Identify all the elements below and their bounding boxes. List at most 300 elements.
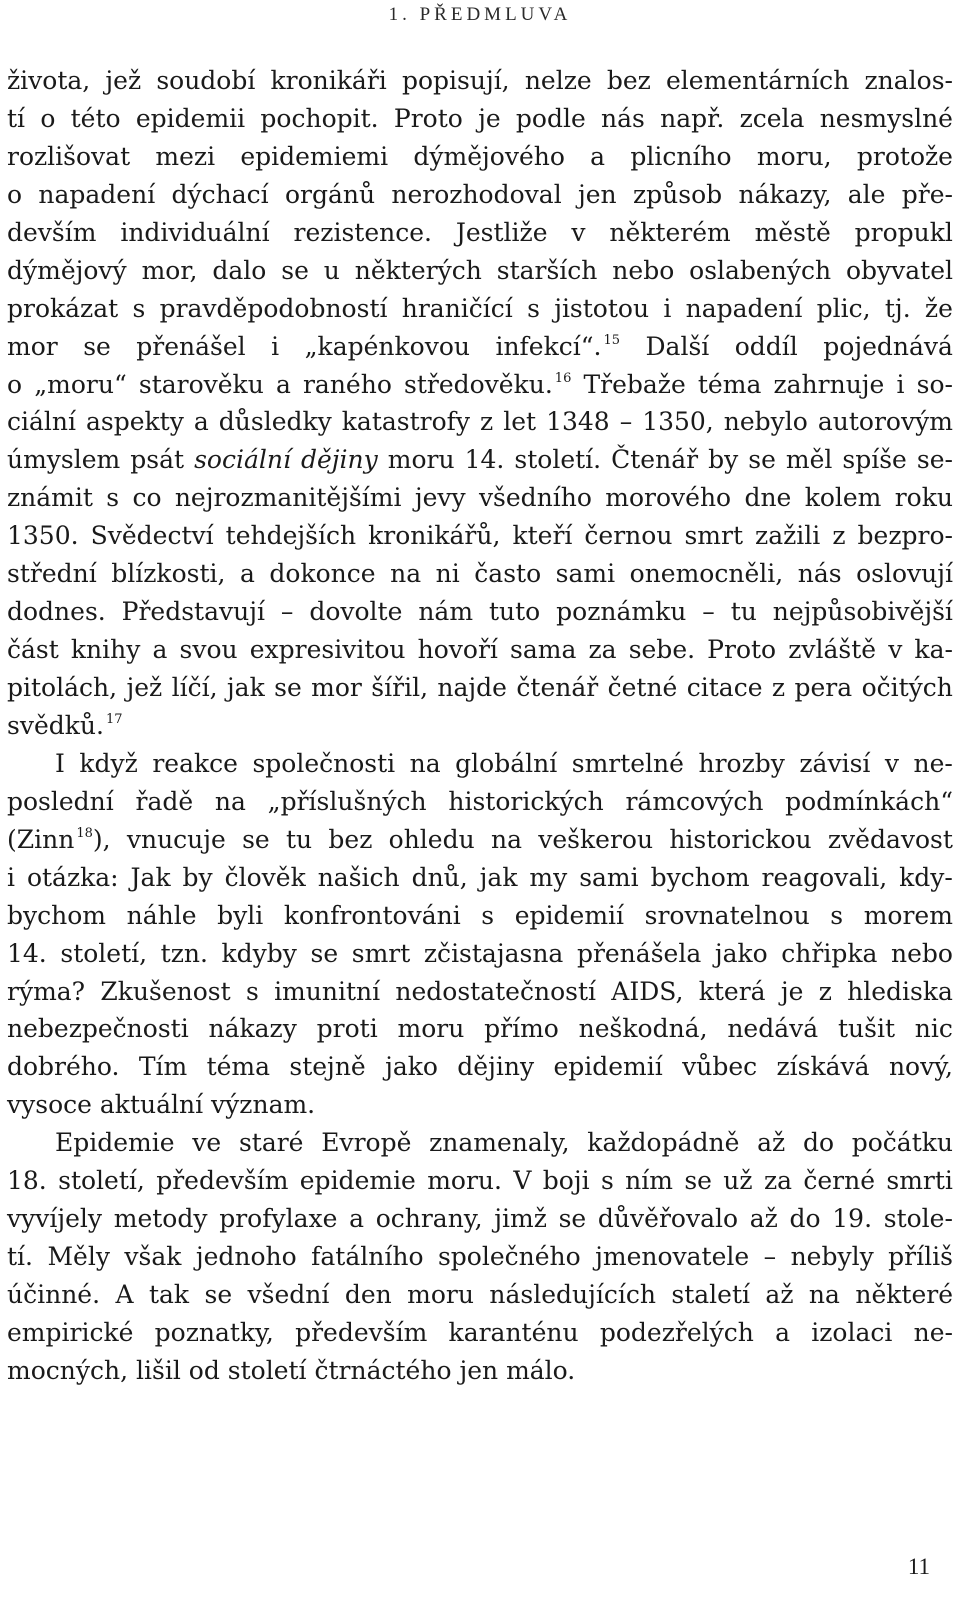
word: nákazy bbox=[208, 1014, 297, 1044]
word: zčistajasna bbox=[423, 938, 564, 968]
word: plicního bbox=[630, 141, 732, 171]
word: řadě bbox=[135, 786, 194, 816]
word: často bbox=[474, 559, 542, 589]
word: epidemie bbox=[299, 1166, 416, 1196]
word: důsledky bbox=[218, 407, 332, 437]
word: a bbox=[775, 1317, 791, 1347]
word: s bbox=[106, 483, 120, 513]
word: smrt bbox=[684, 521, 744, 551]
word: fatálního bbox=[311, 1242, 424, 1272]
word: morového bbox=[605, 483, 732, 513]
word: se- bbox=[916, 445, 953, 475]
word: svou bbox=[179, 635, 238, 665]
word: se bbox=[274, 673, 302, 702]
word: a bbox=[275, 369, 291, 399]
word: tušit bbox=[837, 1014, 895, 1044]
word: následujících bbox=[489, 1280, 656, 1309]
word: na bbox=[808, 1280, 840, 1309]
word: Jestliže bbox=[455, 217, 548, 247]
word: i bbox=[896, 369, 905, 399]
word: starších bbox=[496, 255, 598, 285]
word: černou bbox=[584, 521, 673, 551]
word: některém bbox=[609, 217, 731, 247]
word: pojednává bbox=[823, 331, 953, 361]
word: staletí bbox=[671, 1280, 750, 1309]
word: poznámku bbox=[556, 597, 687, 627]
word: dýmějového bbox=[413, 141, 565, 171]
word: 1350. bbox=[7, 521, 79, 551]
word: nelze bbox=[524, 66, 592, 95]
word: se bbox=[242, 824, 270, 854]
word: nejpůsobivější bbox=[772, 597, 953, 627]
running-header: 1. PŘEDMLUVA bbox=[388, 4, 572, 25]
text-line bbox=[7, 1352, 953, 1390]
word: jež bbox=[105, 66, 142, 95]
word: znalos- bbox=[864, 66, 953, 95]
word: 14. bbox=[7, 938, 47, 968]
word: s bbox=[132, 293, 146, 323]
word: rozlišovat bbox=[7, 141, 131, 171]
word: a bbox=[152, 635, 168, 665]
word: znamenaly, bbox=[429, 1128, 570, 1158]
text-line bbox=[7, 1086, 953, 1124]
word: vyvíjely bbox=[7, 1204, 103, 1234]
word: my bbox=[529, 862, 568, 892]
word: nás bbox=[797, 559, 842, 589]
word: bychom bbox=[650, 862, 750, 892]
text-line bbox=[7, 441, 953, 479]
word: dovolte bbox=[309, 597, 403, 627]
word: A bbox=[115, 1280, 134, 1309]
word: sebe. bbox=[628, 635, 696, 665]
word: oslovují bbox=[856, 559, 953, 589]
word: o bbox=[7, 179, 23, 209]
word: jak bbox=[226, 673, 265, 702]
word: I bbox=[55, 748, 65, 778]
word: z bbox=[480, 407, 494, 437]
footnote-marker: 18 bbox=[76, 825, 93, 841]
word: především bbox=[156, 1166, 289, 1196]
word: je bbox=[478, 103, 501, 133]
word: a bbox=[349, 1204, 364, 1234]
word: Zkušenost bbox=[100, 976, 231, 1006]
word: 18. bbox=[7, 1166, 47, 1196]
word: čtrnáctého bbox=[314, 1355, 452, 1385]
word: jako bbox=[385, 1052, 438, 1082]
word: účinné. bbox=[7, 1280, 101, 1309]
word: na bbox=[409, 748, 441, 778]
word: rýma? bbox=[7, 976, 86, 1006]
word: – bbox=[763, 1242, 777, 1272]
word: pře- bbox=[901, 179, 953, 209]
word: až bbox=[765, 1280, 794, 1309]
footnote-marker: 16 bbox=[554, 370, 572, 386]
word: bychom bbox=[7, 900, 106, 930]
word: poznatky, bbox=[154, 1317, 274, 1347]
word: jimž bbox=[494, 1204, 547, 1234]
word: nákazy, bbox=[738, 179, 832, 209]
word: ve bbox=[192, 1128, 222, 1158]
word: dne bbox=[744, 483, 792, 513]
body-text bbox=[7, 62, 953, 1390]
word: epidemiemi bbox=[240, 141, 389, 171]
word: obyvatel bbox=[845, 255, 953, 285]
word: podezřelých bbox=[599, 1317, 754, 1347]
word: by bbox=[708, 445, 739, 475]
word: mor bbox=[7, 331, 58, 361]
word: napadení bbox=[38, 179, 156, 209]
word: so- bbox=[916, 369, 953, 399]
word: bez bbox=[606, 66, 651, 95]
word: starověku bbox=[138, 369, 264, 399]
word: pravděpodobností bbox=[159, 293, 388, 323]
text-line bbox=[7, 479, 953, 517]
text-line bbox=[7, 1238, 953, 1276]
word: podle bbox=[515, 103, 586, 133]
word: elementárních bbox=[666, 66, 850, 95]
word: sami bbox=[579, 862, 639, 892]
word: hraničící bbox=[401, 293, 513, 323]
word: o bbox=[40, 103, 56, 133]
word: nedostatečností bbox=[395, 976, 596, 1006]
word: individuální bbox=[120, 217, 270, 247]
word: nás bbox=[601, 103, 645, 133]
word: černé bbox=[803, 1166, 876, 1196]
word: století, bbox=[58, 1166, 145, 1196]
word: tí bbox=[7, 103, 26, 133]
word: nedává bbox=[727, 1014, 819, 1044]
word: vysoce bbox=[7, 1090, 92, 1120]
word: společnosti bbox=[252, 748, 396, 778]
word: dokonce bbox=[269, 559, 376, 589]
word: chřipka bbox=[781, 938, 878, 968]
word: nám bbox=[418, 597, 474, 627]
page-number: 11 bbox=[907, 1554, 930, 1579]
word: tzn. bbox=[160, 938, 208, 968]
word: mocných, bbox=[7, 1355, 129, 1385]
word: reagovali, bbox=[761, 862, 888, 892]
word: Svědectví bbox=[90, 521, 214, 551]
word: dýchací bbox=[171, 179, 269, 209]
word: svědků. $^{17}$ bbox=[7, 710, 123, 740]
word: Třebaže bbox=[583, 369, 686, 399]
word: (Zinn $^{18}$), bbox=[7, 824, 111, 854]
word: některých bbox=[354, 255, 482, 285]
text-line bbox=[7, 935, 953, 973]
word: moru bbox=[387, 445, 455, 475]
word: Další bbox=[645, 331, 710, 361]
word: raného bbox=[302, 369, 392, 399]
word: nesmyslné bbox=[819, 103, 953, 133]
word: pitolách, bbox=[7, 673, 118, 702]
word: např. bbox=[660, 103, 725, 133]
word: vůbec bbox=[682, 1052, 758, 1082]
word: ochrany, bbox=[375, 1204, 483, 1234]
word: podmínkách“ bbox=[785, 786, 953, 816]
word: dalo bbox=[212, 255, 267, 285]
text-line bbox=[7, 973, 953, 1011]
word: ni bbox=[435, 559, 460, 589]
word: některé bbox=[855, 1280, 953, 1309]
word: nebo bbox=[612, 255, 675, 285]
word: nerozhodoval bbox=[391, 179, 562, 209]
word: oddíl bbox=[734, 331, 798, 361]
word: a bbox=[590, 141, 606, 171]
word: Jak bbox=[130, 862, 171, 892]
word: protože bbox=[856, 141, 953, 171]
word: této bbox=[70, 103, 121, 133]
word: význam. bbox=[211, 1090, 316, 1120]
word: konfrontováni bbox=[283, 900, 461, 930]
word: neškodná, bbox=[578, 1014, 708, 1044]
word: zahrnuje bbox=[773, 369, 885, 399]
text-line bbox=[7, 859, 953, 897]
word: nebo bbox=[890, 938, 953, 968]
word: městě bbox=[754, 217, 831, 247]
word: u bbox=[323, 255, 340, 285]
word: Proto bbox=[707, 635, 777, 665]
word: i bbox=[663, 293, 672, 323]
word: infekcí“. $^{15}$ bbox=[495, 331, 621, 361]
word: šířil, bbox=[371, 673, 429, 702]
word: Tím bbox=[138, 1052, 188, 1082]
word: ka- bbox=[914, 635, 953, 665]
word: známit bbox=[7, 483, 93, 513]
word: zcela bbox=[739, 103, 805, 133]
word: s bbox=[600, 1166, 614, 1196]
text-line bbox=[7, 138, 953, 176]
word: V bbox=[513, 1166, 532, 1196]
word: „moru“ bbox=[34, 369, 127, 399]
word: téma bbox=[206, 1052, 271, 1082]
word: kronikářů, bbox=[368, 521, 501, 551]
word: karanténu bbox=[448, 1317, 579, 1347]
word: líčí, bbox=[171, 673, 218, 702]
word: prokázat bbox=[7, 293, 119, 323]
word: smrtelné bbox=[571, 748, 684, 778]
word: aktuální bbox=[99, 1090, 204, 1120]
word: část bbox=[7, 635, 59, 665]
word: středověku. $^{16}$ bbox=[404, 369, 572, 399]
word: že bbox=[924, 293, 953, 323]
word: propukl bbox=[854, 217, 953, 247]
word: za bbox=[763, 1166, 793, 1196]
word: dnů, bbox=[411, 862, 468, 892]
word: našich bbox=[317, 862, 400, 892]
word: až bbox=[757, 1128, 786, 1158]
text-line bbox=[7, 897, 953, 935]
word: až bbox=[749, 1204, 778, 1234]
word: stole- bbox=[883, 1204, 953, 1234]
word: nebyly bbox=[790, 1242, 874, 1272]
word: popisují, bbox=[401, 66, 510, 95]
word: jež bbox=[126, 673, 163, 702]
word: morem bbox=[863, 900, 953, 930]
text-line bbox=[7, 62, 953, 100]
word: devším bbox=[7, 217, 97, 247]
word: tehdejších bbox=[225, 521, 357, 551]
word: z bbox=[818, 976, 832, 1006]
word: málo. bbox=[506, 1355, 576, 1385]
word: mor bbox=[311, 673, 362, 702]
text-line bbox=[7, 214, 953, 252]
word: metody bbox=[113, 1204, 208, 1234]
word: tu bbox=[285, 824, 313, 854]
word: Čtenář bbox=[611, 445, 699, 475]
word: Měly bbox=[47, 1242, 110, 1272]
word: jmenovatele bbox=[595, 1242, 750, 1272]
word: v bbox=[571, 217, 586, 247]
word: hovoří bbox=[417, 635, 498, 665]
word: i bbox=[271, 331, 280, 361]
word: a bbox=[193, 407, 209, 437]
word: moru. bbox=[427, 1166, 502, 1196]
word: i bbox=[7, 862, 15, 892]
word: Představují bbox=[121, 597, 265, 627]
word: se bbox=[684, 1166, 712, 1196]
word: – bbox=[619, 407, 633, 437]
word: úmyslem bbox=[7, 445, 121, 475]
word: s bbox=[830, 900, 844, 930]
word: 1348 bbox=[546, 407, 610, 437]
word: spíše bbox=[842, 445, 907, 475]
text-line bbox=[7, 403, 953, 441]
word: izolaci bbox=[811, 1317, 893, 1347]
word: o bbox=[7, 369, 23, 399]
word: tuto bbox=[488, 597, 541, 627]
word: moru bbox=[397, 1014, 465, 1044]
word: reakce bbox=[152, 748, 238, 778]
word: dýmějový bbox=[7, 255, 127, 285]
text-line bbox=[7, 783, 953, 821]
word: tj. bbox=[884, 293, 911, 323]
word: z bbox=[771, 673, 786, 702]
word: bezpro- bbox=[857, 521, 953, 551]
word: ne- bbox=[913, 748, 953, 778]
word: nic bbox=[914, 1014, 953, 1044]
text-line bbox=[7, 1200, 953, 1238]
text-line bbox=[7, 100, 953, 138]
word: se bbox=[310, 938, 339, 968]
word: četné bbox=[607, 673, 678, 702]
word: kteří bbox=[512, 521, 573, 551]
word: aspekty bbox=[86, 407, 184, 437]
word: nový, bbox=[888, 1052, 953, 1082]
word: náhle bbox=[126, 900, 197, 930]
text-line bbox=[7, 745, 953, 783]
word: očitých bbox=[861, 673, 953, 702]
word: AIDS, bbox=[611, 976, 684, 1006]
word: by bbox=[182, 862, 213, 892]
word: onemocněli, bbox=[629, 559, 784, 589]
text-line bbox=[7, 328, 953, 366]
word: sama bbox=[510, 635, 577, 665]
text-line bbox=[7, 1124, 953, 1162]
word: boji bbox=[542, 1166, 590, 1196]
word: společného bbox=[437, 1242, 581, 1272]
word: orgánů bbox=[284, 179, 376, 209]
word: napadení bbox=[685, 293, 803, 323]
word: jistotou bbox=[554, 293, 650, 323]
word: mor, bbox=[141, 255, 198, 285]
word: života, bbox=[7, 66, 91, 95]
word: hrozby bbox=[698, 748, 785, 778]
word: téma bbox=[697, 369, 762, 399]
word: soudobí bbox=[156, 66, 256, 95]
word: měl bbox=[785, 445, 833, 475]
word: s bbox=[481, 900, 495, 930]
word: sociální bbox=[194, 445, 291, 475]
word: především bbox=[295, 1317, 428, 1347]
text-line bbox=[7, 517, 953, 555]
word: epidemií bbox=[553, 1052, 663, 1082]
word: kdyby bbox=[221, 938, 297, 968]
word: příliš bbox=[888, 1242, 953, 1272]
word: získává bbox=[776, 1052, 870, 1082]
word: kolem bbox=[804, 483, 882, 513]
word: let bbox=[503, 407, 537, 437]
word: rezistence. bbox=[293, 217, 432, 247]
word: nejrozmanitějšími bbox=[174, 483, 402, 513]
word: přenášel bbox=[136, 331, 246, 361]
word: „příslušných bbox=[267, 786, 427, 816]
word: empirické bbox=[7, 1317, 134, 1347]
word: počátku bbox=[851, 1128, 953, 1158]
word: se bbox=[281, 255, 309, 285]
word: všední bbox=[247, 1280, 330, 1309]
word: smrti bbox=[886, 1166, 953, 1196]
word: plic, bbox=[816, 293, 871, 323]
word: ale bbox=[847, 179, 886, 209]
text-line bbox=[7, 176, 953, 214]
word: nebylo bbox=[723, 407, 808, 437]
word: 14. bbox=[464, 445, 505, 475]
word: katastrofy bbox=[341, 407, 471, 437]
word: autorovým bbox=[817, 407, 953, 437]
word: epidemií bbox=[514, 900, 625, 930]
word: sami bbox=[555, 559, 616, 589]
word: zažili bbox=[755, 521, 821, 551]
text-line bbox=[7, 290, 953, 328]
word: srovnatelnou bbox=[644, 900, 810, 930]
word: ciální bbox=[7, 407, 76, 437]
text-line bbox=[7, 366, 953, 404]
word: knihy bbox=[70, 635, 141, 665]
word: imunitní bbox=[274, 976, 381, 1006]
word: poslední bbox=[7, 786, 114, 816]
text-line bbox=[7, 631, 953, 669]
word: pera bbox=[794, 673, 853, 702]
word: smrt bbox=[351, 938, 411, 968]
word: Proto bbox=[393, 103, 463, 133]
word: už bbox=[723, 1166, 753, 1196]
word: nebezpečnosti bbox=[7, 1014, 189, 1044]
word: hlediska bbox=[847, 976, 953, 1006]
word: citace bbox=[686, 673, 763, 702]
word: na bbox=[214, 786, 246, 816]
word: Epidemie bbox=[55, 1128, 175, 1158]
word: v bbox=[888, 635, 903, 665]
word: způsob bbox=[632, 179, 723, 209]
word: dějiny bbox=[300, 445, 378, 475]
word: s bbox=[245, 976, 259, 1006]
word: kronikáři bbox=[270, 66, 387, 95]
word: se bbox=[558, 1204, 587, 1234]
word: dějiny bbox=[457, 1052, 535, 1082]
word: dobrého. bbox=[7, 1052, 120, 1082]
word: jak bbox=[479, 862, 518, 892]
word: přímo bbox=[484, 1014, 559, 1044]
